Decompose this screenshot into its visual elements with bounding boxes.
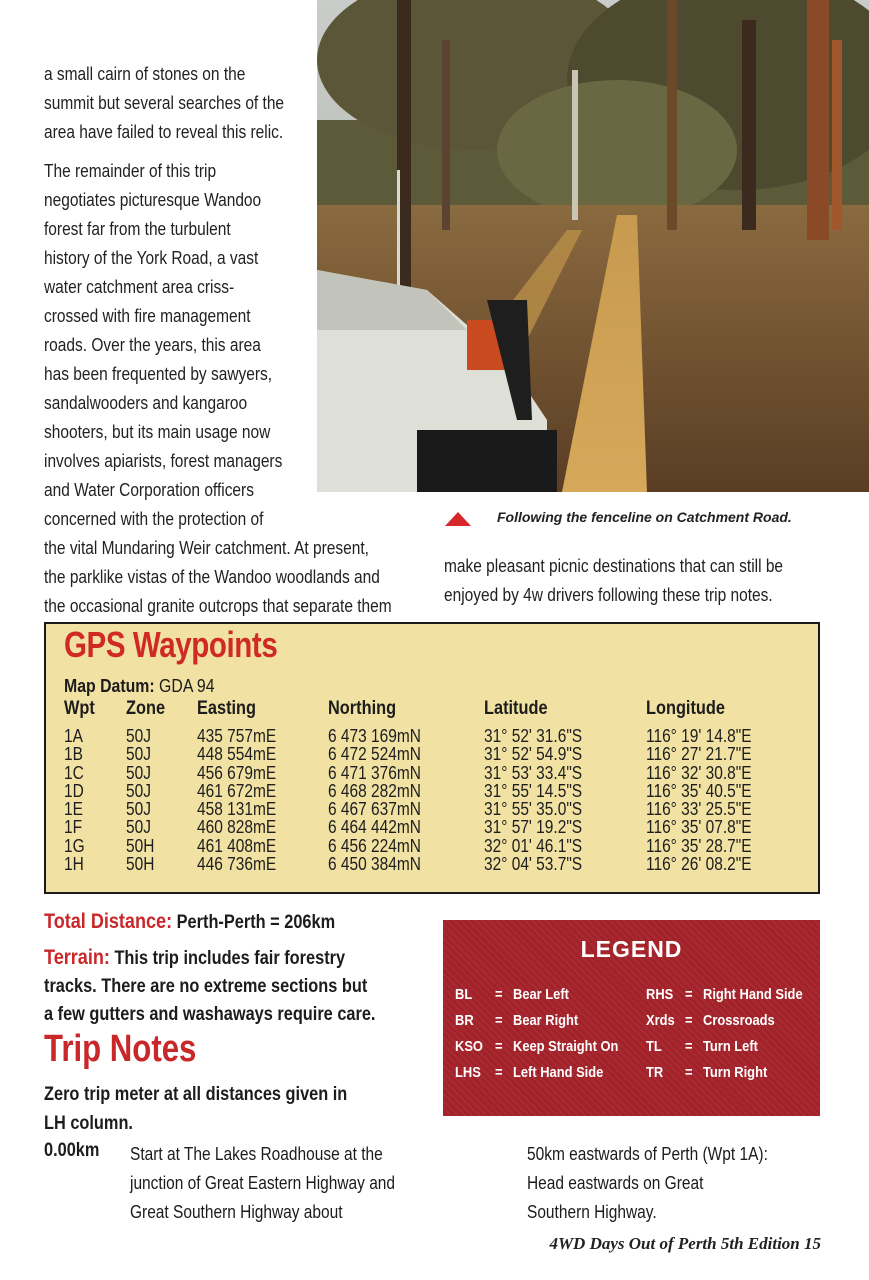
triangle-up-icon bbox=[445, 512, 471, 526]
text-line: has been frequented by sawyers, bbox=[44, 364, 273, 384]
text-line: summit but several searches of the bbox=[44, 93, 285, 113]
legend-equals: = bbox=[685, 1038, 693, 1055]
table-cell: 1D bbox=[64, 780, 84, 801]
column-header-latitude: Latitude bbox=[484, 698, 548, 719]
table-cell: 32° 01' 46.1"S bbox=[484, 835, 583, 856]
table-cell: 435 757mE bbox=[197, 726, 277, 746]
text-line: crossed with fire management bbox=[44, 306, 251, 326]
table-cell: 461 672mE bbox=[197, 780, 277, 801]
legend-abbr: BL bbox=[455, 986, 473, 1003]
legend-abbr: LHS bbox=[455, 1064, 481, 1081]
column-northing bbox=[328, 727, 421, 873]
table-cell: 461 408mE bbox=[197, 835, 277, 856]
terrain-first-line bbox=[44, 944, 375, 973]
text-line: forest far from the turbulent bbox=[44, 219, 231, 239]
table-cell: 6 450 384mN bbox=[328, 854, 421, 875]
table-cell: 6 468 282mN bbox=[328, 780, 421, 801]
text-line: the occasional granite outcrops that separate them bbox=[44, 596, 392, 616]
table-cell: 50H bbox=[126, 854, 155, 875]
legend-meaning: Left Hand Side bbox=[513, 1064, 604, 1081]
map-datum-value: GDA 94 bbox=[159, 676, 215, 696]
caption-text: Following the fenceline on Catchment Road. bbox=[497, 509, 792, 525]
legend-equals: = bbox=[685, 1012, 693, 1029]
text-line: involves apiarists, forest managers bbox=[44, 451, 283, 471]
table-cell: 31° 57' 19.2"S bbox=[484, 817, 583, 838]
legend-meaning: Keep Straight On bbox=[513, 1038, 619, 1055]
legend-equals: = bbox=[685, 1064, 693, 1081]
legend-meaning: Bear Left bbox=[513, 986, 569, 1003]
table-cell: 1C bbox=[64, 762, 84, 783]
text-line: history of the York Road, a vast bbox=[44, 248, 259, 268]
text-line: Great Southern Highway about bbox=[130, 1202, 343, 1222]
text-line: concerned with the protection of bbox=[44, 509, 264, 529]
table-cell: 116° 35' 07.8"E bbox=[646, 817, 752, 838]
table-cell: 116° 26' 08.2"E bbox=[646, 854, 752, 875]
table-cell: 116° 35' 40.5"E bbox=[646, 780, 752, 801]
table-cell: 31° 52' 31.6"S bbox=[484, 726, 583, 746]
total-distance-label: Total Distance: bbox=[44, 910, 173, 933]
table-cell: 1F bbox=[64, 817, 83, 838]
table-cell: 6 472 524mN bbox=[328, 744, 421, 765]
text-line: make pleasant picnic destinations that can still be bbox=[444, 556, 784, 576]
table-cell: 50J bbox=[126, 780, 151, 801]
text-line: the vital Mundaring Weir catchment. At present, bbox=[44, 538, 369, 558]
table-cell: 1B bbox=[64, 744, 83, 765]
column-wpt bbox=[64, 727, 85, 873]
table-cell: 116° 32' 30.8"E bbox=[646, 762, 752, 783]
table-cell: 31° 52' 54.9"S bbox=[484, 744, 583, 765]
text-line: area have failed to reveal this relic. bbox=[44, 122, 284, 142]
legend-abbr: TL bbox=[646, 1038, 662, 1055]
table-cell: 50J bbox=[126, 744, 151, 765]
table-cell: 31° 55' 14.5"S bbox=[484, 780, 583, 801]
text-line: 50km eastwards of Perth (Wpt 1A): bbox=[527, 1144, 768, 1164]
legend-abbr: RHS bbox=[646, 986, 674, 1003]
column-header-longitude: Longitude bbox=[646, 698, 725, 719]
legend-meaning: Turn Right bbox=[703, 1064, 768, 1081]
legend-equals: = bbox=[495, 1064, 503, 1081]
table-cell: 456 679mE bbox=[197, 762, 277, 783]
text-line: The remainder of this trip bbox=[44, 161, 217, 181]
table-cell: 6 467 637mN bbox=[328, 799, 421, 820]
map-datum-label: Map Datum: bbox=[64, 676, 155, 696]
trip-instruction-continued bbox=[527, 1140, 807, 1227]
text-line: the parklike vistas of the Wandoo woodlands and bbox=[44, 567, 380, 587]
text-line: water catchment area criss- bbox=[44, 277, 235, 297]
legend-meaning: Crossroads bbox=[703, 1012, 775, 1029]
intro-paragraph bbox=[44, 60, 323, 147]
column-header-northing: Northing bbox=[328, 698, 397, 719]
table-cell: 116° 33' 25.5"E bbox=[646, 799, 752, 820]
text-line: Southern Highway. bbox=[527, 1202, 657, 1222]
zero-trip-meter-note bbox=[44, 1080, 397, 1138]
column-longitude bbox=[646, 727, 752, 873]
trip-distance: 0.00km bbox=[44, 1140, 100, 1161]
terrain-text: This trip includes fair forestry bbox=[114, 948, 346, 969]
table-cell: 1H bbox=[64, 854, 84, 875]
text-line: sandalwooders and kangaroo bbox=[44, 393, 248, 413]
column-easting bbox=[197, 727, 276, 873]
gps-title: GPS Waypoints bbox=[64, 624, 278, 665]
legend-meaning: Bear Right bbox=[513, 1012, 579, 1029]
gps-waypoints-box bbox=[44, 622, 820, 894]
table-cell: 446 736mE bbox=[197, 854, 277, 875]
text-line: Start at The Lakes Roadhouse at the bbox=[130, 1144, 383, 1164]
table-cell: 116° 19' 14.8"E bbox=[646, 726, 752, 746]
legend-abbr: Xrds bbox=[646, 1012, 675, 1029]
text-line: tracks. There are no extreme sections but bbox=[44, 976, 368, 997]
table-cell: 31° 53' 33.4"S bbox=[484, 762, 583, 783]
table-cell: 50H bbox=[126, 835, 155, 856]
text-line: and Water Corporation officers bbox=[44, 480, 254, 500]
text-line: a few gutters and washaways require care. bbox=[44, 1004, 376, 1025]
legend-equals: = bbox=[685, 986, 693, 1003]
legend-abbr: KSO bbox=[455, 1038, 483, 1055]
column-header-easting: Easting bbox=[197, 698, 257, 719]
table-cell: 1A bbox=[64, 726, 83, 746]
text-line: LH column. bbox=[44, 1113, 133, 1134]
trip-instruction bbox=[130, 1140, 438, 1227]
table-cell: 50J bbox=[126, 726, 151, 746]
table-cell: 1E bbox=[64, 799, 83, 820]
legend-meaning: Turn Left bbox=[703, 1038, 758, 1055]
table-cell: 50J bbox=[126, 799, 151, 820]
legend-equals: = bbox=[495, 1012, 503, 1029]
table-cell: 6 471 376mN bbox=[328, 762, 421, 783]
table-cell: 116° 35' 28.7"E bbox=[646, 835, 752, 856]
legend-box bbox=[443, 920, 820, 1116]
text-line: a small cairn of stones on the bbox=[44, 64, 246, 84]
legend-title: LEGEND bbox=[580, 936, 683, 962]
table-cell: 458 131mE bbox=[197, 799, 277, 820]
table-cell: 50J bbox=[126, 817, 151, 838]
legend-abbr: BR bbox=[455, 1012, 474, 1029]
text-line: enjoyed by 4w drivers following these trip notes. bbox=[444, 585, 773, 605]
table-cell: 31° 55' 35.0"S bbox=[484, 799, 583, 820]
table-cell: 6 473 169mN bbox=[328, 726, 421, 746]
column-zone bbox=[126, 727, 154, 873]
text-line: roads. Over the years, this area bbox=[44, 335, 261, 355]
legend-abbr: TR bbox=[646, 1064, 664, 1081]
text-line: negotiates picturesque Wandoo bbox=[44, 190, 262, 210]
page-footer: 4WD Days Out of Perth 5th Edition 15 bbox=[549, 1234, 821, 1253]
map-datum bbox=[64, 676, 215, 697]
table-cell: 50J bbox=[126, 762, 151, 783]
right-paragraph bbox=[444, 552, 838, 610]
total-distance-value: Perth-Perth = 206km bbox=[176, 912, 336, 933]
table-cell: 6 464 442mN bbox=[328, 817, 421, 838]
table-cell: 32° 04' 53.7"S bbox=[484, 854, 583, 875]
column-header-wpt: Wpt bbox=[64, 698, 95, 719]
terrain-label: Terrain: bbox=[44, 946, 110, 969]
table-cell: 460 828mE bbox=[197, 817, 277, 838]
text-line: Head eastwards on Great bbox=[527, 1173, 704, 1193]
legend-meaning: Right Hand Side bbox=[703, 986, 803, 1003]
column-header-zone: Zone bbox=[126, 698, 166, 719]
text-line: shooters, but its main usage now bbox=[44, 422, 271, 442]
legend-equals: = bbox=[495, 986, 503, 1003]
text-line: Zero trip meter at all distances given in bbox=[44, 1084, 348, 1105]
trip-notes-title: Trip Notes bbox=[44, 1028, 197, 1070]
total-distance bbox=[44, 910, 335, 934]
table-cell: 448 554mE bbox=[197, 744, 277, 765]
column-latitude bbox=[484, 727, 582, 873]
forest-track-photo bbox=[317, 0, 869, 492]
table-cell: 6 456 224mN bbox=[328, 835, 421, 856]
table-cell: 1G bbox=[64, 835, 85, 856]
legend-equals: = bbox=[495, 1038, 503, 1055]
text-line: junction of Great Eastern Highway and bbox=[130, 1173, 396, 1193]
terrain bbox=[44, 944, 429, 1029]
table-cell: 116° 27' 21.7"E bbox=[646, 744, 752, 765]
